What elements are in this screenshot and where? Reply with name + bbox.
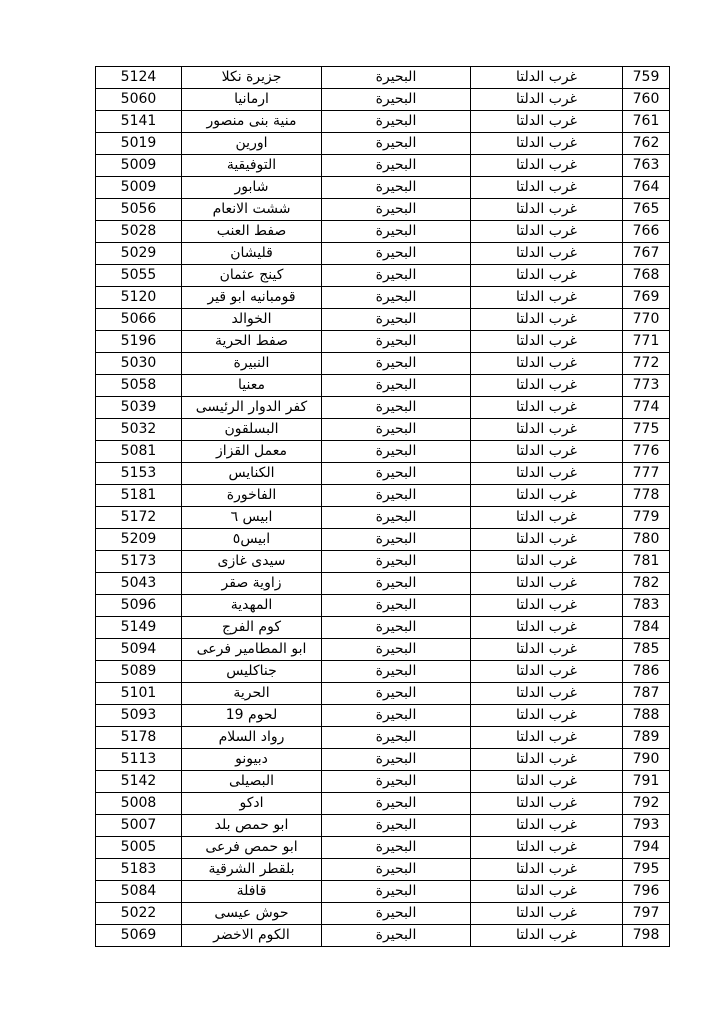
- office-name-cell: قافلة: [182, 881, 322, 903]
- table-row: [96, 111, 670, 133]
- office-name-cell: ابو المطامير فرعى: [182, 639, 322, 661]
- governorate-cell: البحيرة: [322, 573, 471, 595]
- row-number: 798: [623, 925, 670, 947]
- office-name-cell: ابيس٥: [182, 529, 322, 551]
- governorate-cell: البحيرة: [322, 111, 471, 133]
- region-cell: غرب الدلتا: [471, 551, 623, 573]
- table-row: [96, 727, 670, 749]
- office-code-cell: 5142: [96, 771, 182, 793]
- office-name-cell: جزيرة نكلا: [182, 67, 322, 89]
- table-row: [96, 375, 670, 397]
- region-cell: غرب الدلتا: [471, 89, 623, 111]
- office-code-cell: 5209: [96, 529, 182, 551]
- row-number: 770: [623, 309, 670, 331]
- region-cell: غرب الدلتا: [471, 727, 623, 749]
- region-cell: غرب الدلتا: [471, 375, 623, 397]
- table-row: [96, 441, 670, 463]
- table-row: [96, 749, 670, 771]
- row-number: 784: [623, 617, 670, 639]
- table-row: [96, 903, 670, 925]
- governorate-cell: البحيرة: [322, 551, 471, 573]
- office-code-cell: 5007: [96, 815, 182, 837]
- office-code-cell: 5153: [96, 463, 182, 485]
- table-row: [96, 177, 670, 199]
- region-cell: غرب الدلتا: [471, 617, 623, 639]
- office-code-cell: 5028: [96, 221, 182, 243]
- office-name-cell: منية بنى منصور: [182, 111, 322, 133]
- region-cell: غرب الدلتا: [471, 265, 623, 287]
- region-cell: غرب الدلتا: [471, 661, 623, 683]
- row-number: 783: [623, 595, 670, 617]
- table-row: [96, 683, 670, 705]
- row-number: 797: [623, 903, 670, 925]
- row-number: 777: [623, 463, 670, 485]
- governorate-cell: البحيرة: [322, 529, 471, 551]
- office-code-cell: 5030: [96, 353, 182, 375]
- governorate-cell: البحيرة: [322, 507, 471, 529]
- office-name-cell: الحرية: [182, 683, 322, 705]
- row-number: 789: [623, 727, 670, 749]
- region-cell: غرب الدلتا: [471, 837, 623, 859]
- row-number: 761: [623, 111, 670, 133]
- table-row: [96, 353, 670, 375]
- office-code-cell: 5058: [96, 375, 182, 397]
- region-cell: غرب الدلتا: [471, 463, 623, 485]
- region-cell: غرب الدلتا: [471, 419, 623, 441]
- office-code-cell: 5069: [96, 925, 182, 947]
- table-row: [96, 815, 670, 837]
- row-number: 781: [623, 551, 670, 573]
- region-cell: غرب الدلتا: [471, 155, 623, 177]
- office-code-cell: 5008: [96, 793, 182, 815]
- region-cell: غرب الدلتا: [471, 573, 623, 595]
- office-code-cell: 5120: [96, 287, 182, 309]
- governorate-cell: البحيرة: [322, 683, 471, 705]
- governorate-cell: البحيرة: [322, 485, 471, 507]
- table-row: [96, 661, 670, 683]
- row-number: 762: [623, 133, 670, 155]
- region-cell: غرب الدلتا: [471, 903, 623, 925]
- office-name-cell: التوفيقية: [182, 155, 322, 177]
- region-cell: غرب الدلتا: [471, 331, 623, 353]
- table-row: [96, 287, 670, 309]
- office-name-cell: كوم الفرج: [182, 617, 322, 639]
- row-number: 795: [623, 859, 670, 881]
- office-code-cell: 5113: [96, 749, 182, 771]
- office-code-cell: 5089: [96, 661, 182, 683]
- table-row: [96, 573, 670, 595]
- row-number: 786: [623, 661, 670, 683]
- office-code-cell: 5172: [96, 507, 182, 529]
- office-name-cell: النبيرة: [182, 353, 322, 375]
- governorate-cell: البحيرة: [322, 309, 471, 331]
- governorate-cell: البحيرة: [322, 243, 471, 265]
- region-cell: غرب الدلتا: [471, 221, 623, 243]
- row-number: 772: [623, 353, 670, 375]
- region-cell: غرب الدلتا: [471, 815, 623, 837]
- governorate-cell: البحيرة: [322, 353, 471, 375]
- governorate-cell: البحيرة: [322, 67, 471, 89]
- region-cell: غرب الدلتا: [471, 639, 623, 661]
- office-code-cell: 5183: [96, 859, 182, 881]
- row-number: 782: [623, 573, 670, 595]
- region-cell: غرب الدلتا: [471, 595, 623, 617]
- table-row: [96, 221, 670, 243]
- office-name-cell: الكوم الاخضر: [182, 925, 322, 947]
- row-number: 776: [623, 441, 670, 463]
- office-name-cell: البسلقون: [182, 419, 322, 441]
- office-code-cell: 5043: [96, 573, 182, 595]
- row-number: 769: [623, 287, 670, 309]
- region-cell: غرب الدلتا: [471, 507, 623, 529]
- governorate-cell: البحيرة: [322, 617, 471, 639]
- governorate-cell: البحيرة: [322, 903, 471, 925]
- office-name-cell: شابور: [182, 177, 322, 199]
- region-cell: غرب الدلتا: [471, 133, 623, 155]
- office-name-cell: اورين: [182, 133, 322, 155]
- governorate-cell: البحيرة: [322, 881, 471, 903]
- table-row: [96, 837, 670, 859]
- table-row: [96, 705, 670, 727]
- office-name-cell: كينج عثمان: [182, 265, 322, 287]
- governorate-cell: البحيرة: [322, 859, 471, 881]
- row-number: 796: [623, 881, 670, 903]
- row-number: 780: [623, 529, 670, 551]
- office-name-cell: لحوم 19: [182, 705, 322, 727]
- governorate-cell: البحيرة: [322, 375, 471, 397]
- governorate-cell: البحيرة: [322, 749, 471, 771]
- region-cell: غرب الدلتا: [471, 881, 623, 903]
- governorate-cell: البحيرة: [322, 771, 471, 793]
- table-row: [96, 551, 670, 573]
- office-code-cell: 5094: [96, 639, 182, 661]
- table-row: [96, 419, 670, 441]
- governorate-cell: البحيرة: [322, 331, 471, 353]
- office-name-cell: قليشان: [182, 243, 322, 265]
- region-cell: غرب الدلتا: [471, 67, 623, 89]
- row-number: 765: [623, 199, 670, 221]
- region-cell: غرب الدلتا: [471, 749, 623, 771]
- office-name-cell: زاوية صقر: [182, 573, 322, 595]
- row-number: 793: [623, 815, 670, 837]
- region-cell: غرب الدلتا: [471, 309, 623, 331]
- office-name-cell: ابيس ٦: [182, 507, 322, 529]
- post-offices-table: [95, 66, 670, 947]
- office-name-cell: بلقطر الشرقية: [182, 859, 322, 881]
- row-number: 764: [623, 177, 670, 199]
- office-code-cell: 5022: [96, 903, 182, 925]
- governorate-cell: البحيرة: [322, 793, 471, 815]
- governorate-cell: البحيرة: [322, 661, 471, 683]
- office-code-cell: 5093: [96, 705, 182, 727]
- row-number: 768: [623, 265, 670, 287]
- governorate-cell: البحيرة: [322, 441, 471, 463]
- governorate-cell: البحيرة: [322, 133, 471, 155]
- table-row: [96, 859, 670, 881]
- region-cell: غرب الدلتا: [471, 529, 623, 551]
- office-code-cell: 5060: [96, 89, 182, 111]
- office-code-cell: 5081: [96, 441, 182, 463]
- office-name-cell: ششت الانعام: [182, 199, 322, 221]
- office-code-cell: 5149: [96, 617, 182, 639]
- office-code-cell: 5084: [96, 881, 182, 903]
- governorate-cell: البحيرة: [322, 463, 471, 485]
- table-row: [96, 771, 670, 793]
- region-cell: غرب الدلتا: [471, 441, 623, 463]
- office-code-cell: 5029: [96, 243, 182, 265]
- governorate-cell: البحيرة: [322, 837, 471, 859]
- table-row: [96, 529, 670, 551]
- row-number: 779: [623, 507, 670, 529]
- governorate-cell: البحيرة: [322, 177, 471, 199]
- row-number: 760: [623, 89, 670, 111]
- office-name-cell: البصيلى: [182, 771, 322, 793]
- office-code-cell: 5009: [96, 177, 182, 199]
- office-code-cell: 5056: [96, 199, 182, 221]
- office-name-cell: سيدى غازى: [182, 551, 322, 573]
- table-row: [96, 133, 670, 155]
- office-code-cell: 5039: [96, 397, 182, 419]
- table-body: [96, 67, 670, 947]
- row-number: 791: [623, 771, 670, 793]
- row-number: 778: [623, 485, 670, 507]
- region-cell: غرب الدلتا: [471, 485, 623, 507]
- office-code-cell: 5019: [96, 133, 182, 155]
- office-name-cell: الخوالد: [182, 309, 322, 331]
- office-name-cell: دبيونو: [182, 749, 322, 771]
- region-cell: غرب الدلتا: [471, 353, 623, 375]
- table-row: [96, 507, 670, 529]
- region-cell: غرب الدلتا: [471, 199, 623, 221]
- office-name-cell: صفط الحرية: [182, 331, 322, 353]
- governorate-cell: البحيرة: [322, 287, 471, 309]
- office-code-cell: 5173: [96, 551, 182, 573]
- office-code-cell: 5124: [96, 67, 182, 89]
- office-code-cell: 5055: [96, 265, 182, 287]
- row-number: 763: [623, 155, 670, 177]
- table-row: [96, 463, 670, 485]
- region-cell: غرب الدلتا: [471, 859, 623, 881]
- region-cell: غرب الدلتا: [471, 397, 623, 419]
- office-name-cell: معنيا: [182, 375, 322, 397]
- table-row: [96, 155, 670, 177]
- table-row: [96, 89, 670, 111]
- office-code-cell: 5181: [96, 485, 182, 507]
- region-cell: غرب الدلتا: [471, 925, 623, 947]
- office-code-cell: 5009: [96, 155, 182, 177]
- row-number: 790: [623, 749, 670, 771]
- table-row: [96, 243, 670, 265]
- governorate-cell: البحيرة: [322, 925, 471, 947]
- office-name-cell: صفط العنب: [182, 221, 322, 243]
- governorate-cell: البحيرة: [322, 397, 471, 419]
- table-row: [96, 199, 670, 221]
- row-number: 759: [623, 67, 670, 89]
- region-cell: غرب الدلتا: [471, 243, 623, 265]
- governorate-cell: البحيرة: [322, 89, 471, 111]
- table-row: [96, 925, 670, 947]
- row-number: 774: [623, 397, 670, 419]
- governorate-cell: البحيرة: [322, 199, 471, 221]
- row-number: 785: [623, 639, 670, 661]
- office-name-cell: الفاخورة: [182, 485, 322, 507]
- table-row: [96, 881, 670, 903]
- office-code-cell: 5141: [96, 111, 182, 133]
- table-row: [96, 309, 670, 331]
- office-name-cell: ادكو: [182, 793, 322, 815]
- office-name-cell: رواد السلام: [182, 727, 322, 749]
- table-row: [96, 397, 670, 419]
- office-code-cell: 5005: [96, 837, 182, 859]
- region-cell: غرب الدلتا: [471, 287, 623, 309]
- table-row: [96, 265, 670, 287]
- region-cell: غرب الدلتا: [471, 683, 623, 705]
- governorate-cell: البحيرة: [322, 705, 471, 727]
- region-cell: غرب الدلتا: [471, 111, 623, 133]
- office-name-cell: قومبانيه ابو قير: [182, 287, 322, 309]
- office-name-cell: معمل القزاز: [182, 441, 322, 463]
- office-name-cell: كفر الدوار الرئيسى: [182, 397, 322, 419]
- governorate-cell: البحيرة: [322, 155, 471, 177]
- office-code-cell: 5196: [96, 331, 182, 353]
- row-number: 766: [623, 221, 670, 243]
- office-code-cell: 5032: [96, 419, 182, 441]
- row-number: 773: [623, 375, 670, 397]
- region-cell: غرب الدلتا: [471, 793, 623, 815]
- region-cell: غرب الدلتا: [471, 705, 623, 727]
- table-row: [96, 331, 670, 353]
- row-number: 794: [623, 837, 670, 859]
- office-name-cell: الكنايس: [182, 463, 322, 485]
- office-name-cell: جناكليس: [182, 661, 322, 683]
- row-number: 787: [623, 683, 670, 705]
- governorate-cell: البحيرة: [322, 639, 471, 661]
- row-number: 771: [623, 331, 670, 353]
- office-name-cell: ابو حمص بلد: [182, 815, 322, 837]
- governorate-cell: البحيرة: [322, 221, 471, 243]
- office-code-cell: 5101: [96, 683, 182, 705]
- table-row: [96, 67, 670, 89]
- office-name-cell: حوش عيسى: [182, 903, 322, 925]
- governorate-cell: البحيرة: [322, 815, 471, 837]
- office-code-cell: 5096: [96, 595, 182, 617]
- row-number: 792: [623, 793, 670, 815]
- governorate-cell: البحيرة: [322, 595, 471, 617]
- region-cell: غرب الدلتا: [471, 177, 623, 199]
- row-number: 767: [623, 243, 670, 265]
- office-name-cell: ابو حمص فرعى: [182, 837, 322, 859]
- table-row: [96, 639, 670, 661]
- table-row: [96, 595, 670, 617]
- office-code-cell: 5066: [96, 309, 182, 331]
- row-number: 775: [623, 419, 670, 441]
- governorate-cell: البحيرة: [322, 265, 471, 287]
- table-row: [96, 793, 670, 815]
- office-name-cell: ارمانيا: [182, 89, 322, 111]
- office-name-cell: المهدية: [182, 595, 322, 617]
- governorate-cell: البحيرة: [322, 727, 471, 749]
- office-code-cell: 5178: [96, 727, 182, 749]
- region-cell: غرب الدلتا: [471, 771, 623, 793]
- governorate-cell: البحيرة: [322, 419, 471, 441]
- table-row: [96, 485, 670, 507]
- row-number: 788: [623, 705, 670, 727]
- table-row: [96, 617, 670, 639]
